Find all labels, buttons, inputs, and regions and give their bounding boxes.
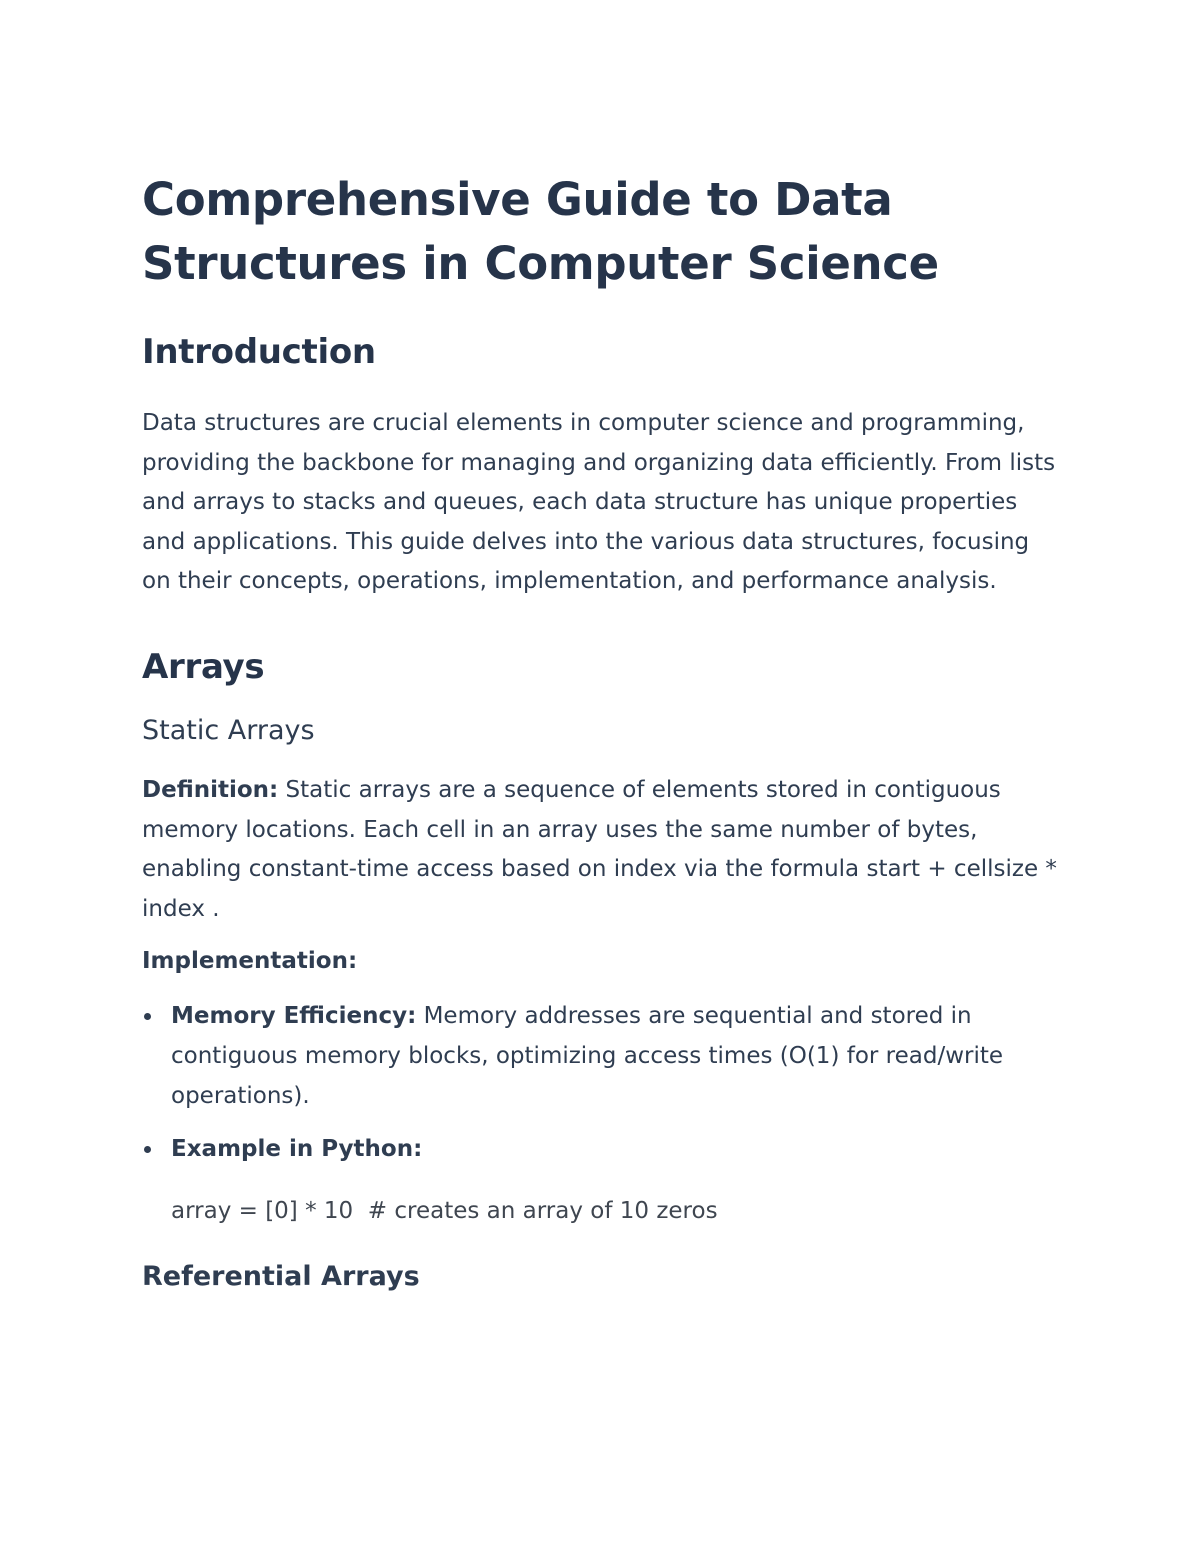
example-python-label: Example in Python: <box>171 1135 423 1162</box>
introduction-paragraph: Data structures are crucial elements in computer science and programming, providing the backbone for managing and organizing data efficiently. From lists and arrays to stacks and queues, each data structure has unique properties and applications. This guide delves into the various data structures, focusing on their concepts, operations, implementation, and performance analysis. <box>142 410 1056 595</box>
memory-efficiency-label: Memory Efficiency: <box>171 1002 417 1029</box>
referential-arrays-heading: Referential Arrays <box>142 1260 420 1292</box>
definition-label: Definition: <box>142 776 279 803</box>
static-arrays-heading: Static Arrays <box>142 714 315 746</box>
document-title: Comprehensive Guide to Data Structures in Computer Science <box>142 173 939 290</box>
bullet-icon <box>144 1146 151 1153</box>
list-item-memory-efficiency <box>142 996 1060 1116</box>
introduction-heading: Introduction <box>142 332 376 372</box>
definition-text: Static arrays are a sequence of elements stored in contiguous memory locations. Each cell in an array uses the same number of bytes, enabling constant-time access based on index via the formula start + cellsize * index . <box>142 776 1057 922</box>
list-item-example-python <box>142 1129 1060 1169</box>
bullet-icon <box>144 1013 151 1020</box>
implementation-label-text: Implementation: <box>142 948 358 975</box>
implementation-list <box>142 996 1060 1169</box>
implementation-label <box>142 942 1060 982</box>
arrays-heading: Arrays <box>142 646 265 687</box>
static-arrays-definition <box>142 771 1060 929</box>
memory-efficiency-text: Memory addresses are sequential and stored in contiguous memory blocks, optimizing access times (O(1) for read/write operations). <box>171 1002 1004 1109</box>
python-code-example: array = [0] * 10 # creates an array of 10 zeros <box>171 1197 718 1224</box>
